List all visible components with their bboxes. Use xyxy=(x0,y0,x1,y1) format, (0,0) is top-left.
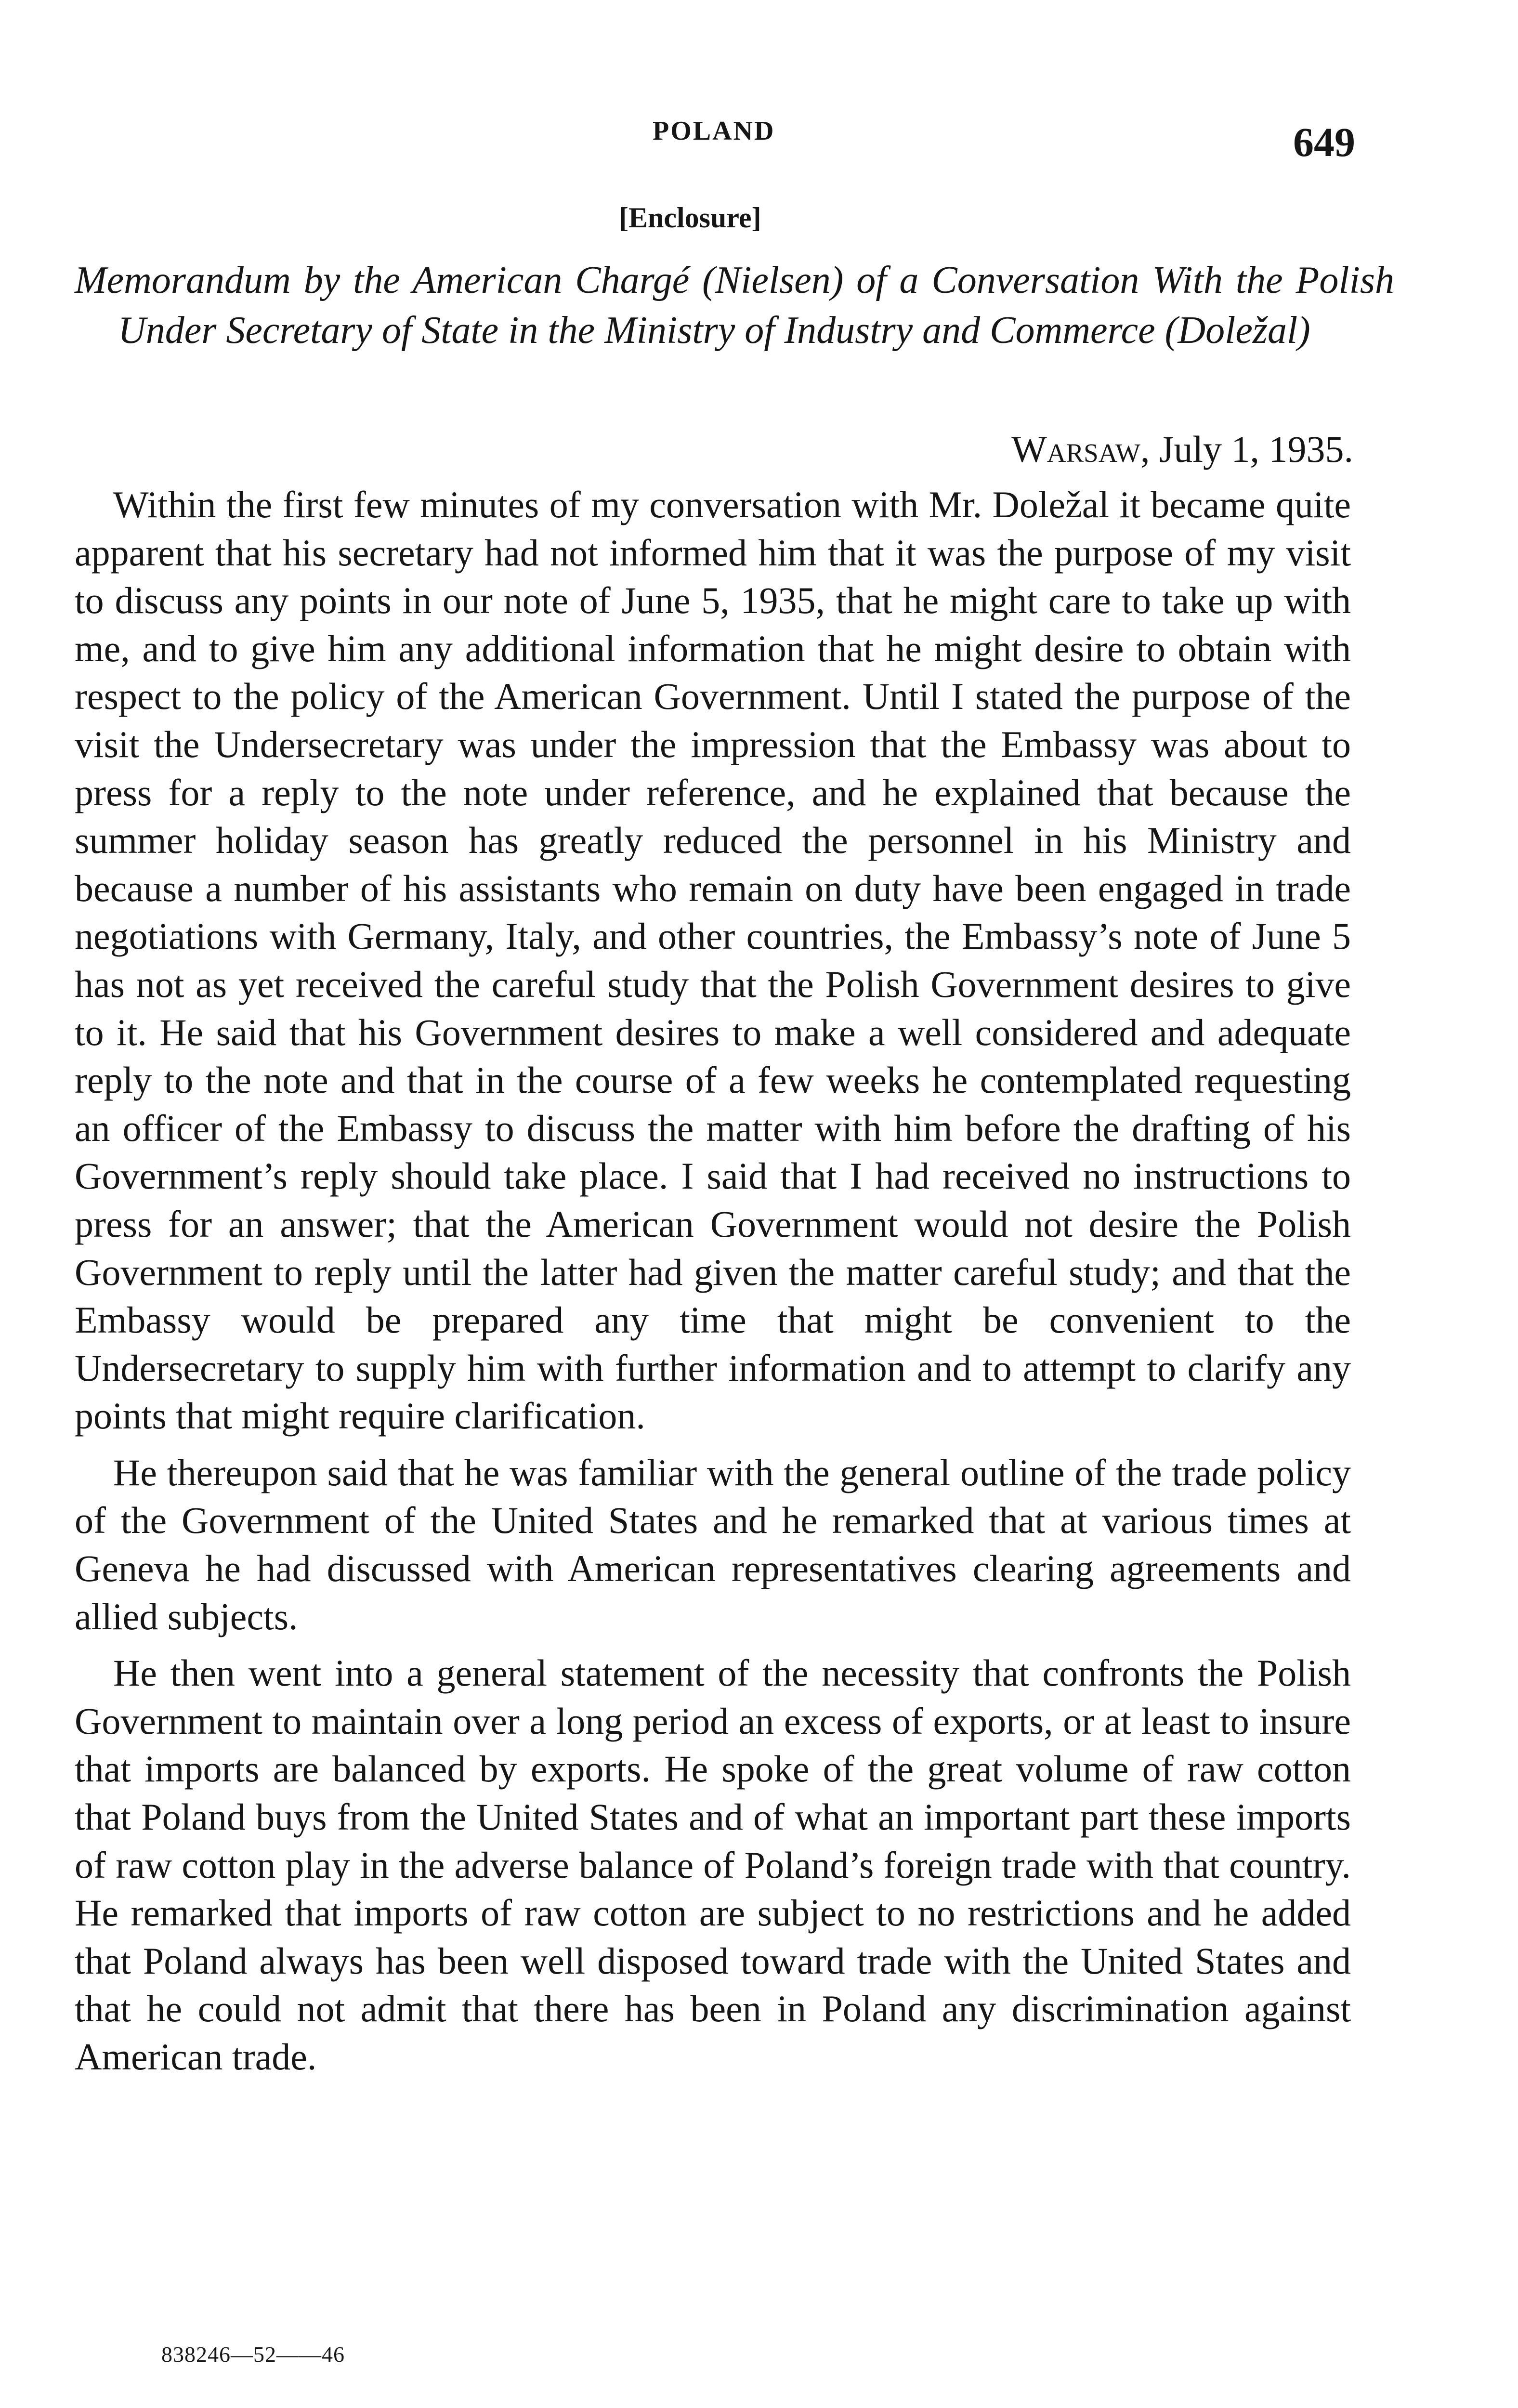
paragraph: Within the first few minutes of my conversation with Mr. Doležal it became quite apparent that his secretary had not informed him that it was the purpose of my visit to discuss any points in our note of June 5, 1935, that he might care to take up with me, and to give him any additional information that he might desire to obtain with respect to the policy of the American Government. Until I stated the purpose of the visit the Undersecretary was under the impression that the Embassy was about to press for a reply to the note under reference, and he explained that because the summer holiday season has greatly reduced the personnel in his Ministry and because a number of his assistants who remain on duty have been engaged in trade negotiations with Germany, Italy, and other countries, the Embassy’s note of June 5 has not as yet received the careful study that the Polish Government desires to give to it. He said that his Government desires to make a well considered and adequate reply to the note and that in the course of a few weeks he contemplated requesting an officer of the Embassy to discuss the matter with him before the drafting of his Government’s reply should take place. I said that I had received no instructions to press for an answer; that the American Government would not desire the Polish Government to reply until the latter had given the matter careful study; and that the Embassy would be prepared any time that might be convenient to the Undersecretary to supply him with further information and to attempt to clarify any points that might require clarification. xyxy=(75,484,1351,1437)
dateline xyxy=(939,428,1353,471)
running-head: POLAND xyxy=(653,116,775,146)
paragraph: He then went into a general statement of the necessity that confronts the Polish Government to maintain over a long period an excess of exports, or at least to insure that imports are balanced by exports. He spoke of the great volume of raw cotton that Poland buys from the United States and of what an important part these imports of raw cotton play in the adverse balance of Poland’s foreign trade with that country. He remarked that imports of raw cotton are subject to no restrictions and he added that Poland always has been well disposed toward trade with the United States and that he could not admit that there has been in Poland any discrimination against American trade. xyxy=(75,1652,1351,2078)
enclosure-label: [Enclosure] xyxy=(619,202,761,234)
paragraph: He thereupon said that he was familiar with the general outline of the trade policy of the Government of the United States and he remarked that at various times at Geneva he had discussed with American representatives clearing agreements and allied subjects. xyxy=(75,1451,1351,1637)
print-code: 838246—52——46 xyxy=(161,2342,345,2367)
body-text xyxy=(75,481,1351,2090)
memo-title: Memorandum by the American Chargé (Nielsen) of a Conversation With the Polish Under Secretary of State in the Ministry of Industry and Commerce (Doležal) xyxy=(75,259,1394,352)
dateline-place: Warsaw xyxy=(1011,428,1140,470)
page-number: 649 xyxy=(1293,119,1355,165)
dateline-date: , July 1, 1935. xyxy=(1140,428,1353,470)
